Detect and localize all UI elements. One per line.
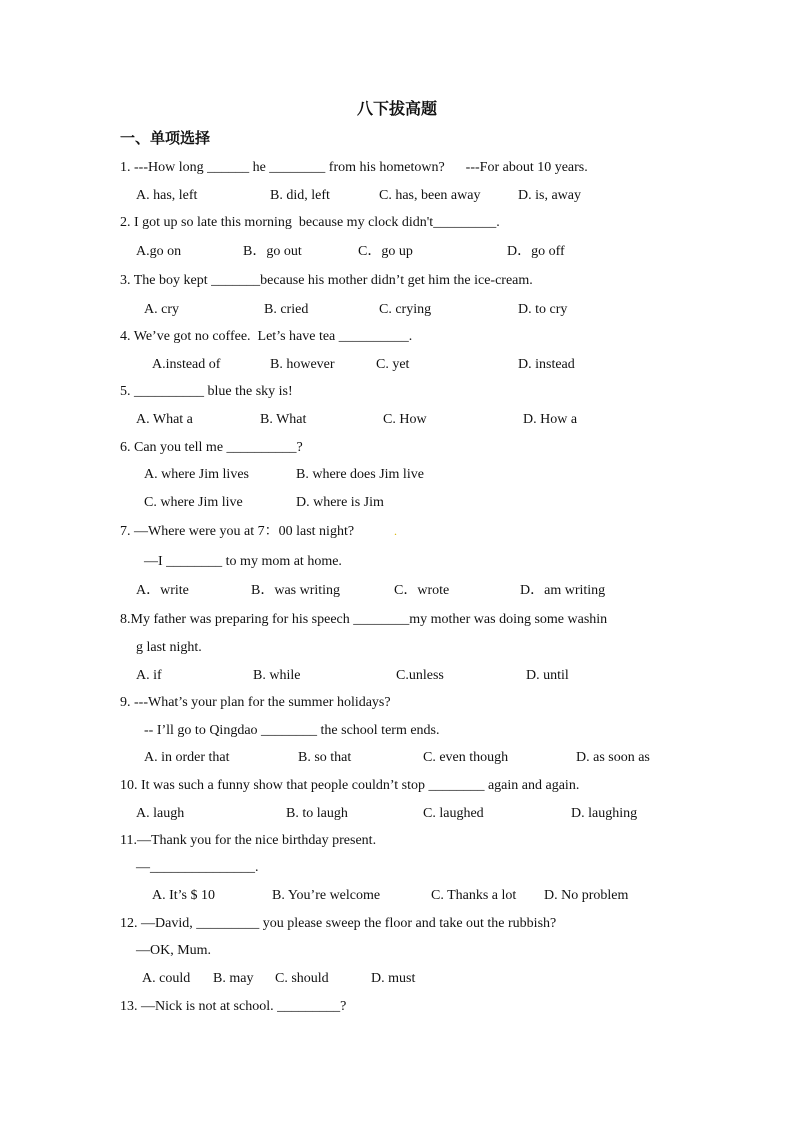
question-12-option-c: C. should <box>275 971 329 986</box>
question-4-option-d: D. instead <box>518 357 575 372</box>
question-13-stem: 13. —Nick is not at school. _________? <box>120 999 347 1014</box>
question-7-option-a: A．write <box>136 583 189 598</box>
question-6-option-d: D. where is Jim <box>296 495 384 510</box>
question-9-answer-line: -- I’ll go to Qingdao ________ the school term ends. <box>144 723 440 738</box>
question-4-option-b: B. however <box>270 357 335 372</box>
question-10-option-c: C. laughed <box>423 806 484 821</box>
question-8-option-c: C.unless <box>396 668 444 683</box>
stray-mark-dot: . <box>394 524 397 538</box>
question-11-option-b: B. You’re welcome <box>272 888 381 903</box>
question-11-option-d: D. No problem <box>544 888 629 903</box>
question-6-option-c: C. where Jim live <box>144 495 243 510</box>
question-7-option-b: B．was writing <box>251 583 341 598</box>
question-7-stem: 7. —Where were you at 7：00 last night? <box>120 524 355 539</box>
question-2-option-a: A.go on <box>136 244 182 259</box>
question-11-stem: 11.—Thank you for the nice birthday present. <box>120 833 377 848</box>
section-title: 一、单项选择 <box>120 129 211 147</box>
question-10-stem: 10. It was such a funny show that people couldn’t stop ________ again and again. <box>120 778 580 793</box>
question-8-option-a: A. if <box>136 668 162 683</box>
question-12-option-b: B. may <box>213 971 254 986</box>
question-12-option-a: A. could <box>142 971 191 986</box>
question-12-option-d: D. must <box>371 971 416 986</box>
question-10-option-b: B. to laugh <box>286 806 348 821</box>
question-7-option-d: D．am writing <box>520 583 606 598</box>
question-3-option-b: B. cried <box>264 302 309 317</box>
question-4-stem: 4. We’ve got no coffee. Let’s have tea __________. <box>120 329 413 344</box>
question-5-stem: 5. __________ blue the sky is! <box>120 384 293 399</box>
question-11-option-c: C. Thanks a lot <box>431 888 517 903</box>
question-5-option-d: D. How a <box>523 412 578 427</box>
question-4-option-c: C. yet <box>376 357 410 372</box>
question-7-option-c: C．wrote <box>394 583 450 598</box>
question-9-option-c: C. even though <box>423 750 509 765</box>
question-6-stem: 6. Can you tell me __________? <box>120 440 303 455</box>
question-3-option-c: C. crying <box>379 302 432 317</box>
question-8-stem-line-2: g last night. <box>136 640 202 655</box>
question-10-option-a: A. laugh <box>136 806 185 821</box>
question-5-option-b: B. What <box>260 412 307 427</box>
question-6-option-a: A. where Jim lives <box>144 467 249 482</box>
question-2-option-c: C．go up <box>358 244 413 259</box>
question-1-option-c: C. has, been away <box>379 188 481 203</box>
question-12-stem: 12. —David, _________ you please sweep the floor and take out the rubbish? <box>120 916 557 931</box>
question-1-option-a: A. has, left <box>136 188 198 203</box>
page-title: 八下拔高题 <box>356 99 437 118</box>
question-9-stem: 9. ---What’s your plan for the summer holidays? <box>120 695 391 710</box>
question-9-option-b: B. so that <box>298 750 352 765</box>
question-1-stem: 1. ---How long ______ he ________ from his hometown? ---For about 10 years. <box>120 160 588 175</box>
question-10-option-d: D. laughing <box>571 806 638 821</box>
question-11-answer-line: —_______________. <box>136 860 259 875</box>
question-3-option-d: D. to cry <box>518 302 568 317</box>
question-9-option-a: A. in order that <box>144 750 230 765</box>
question-3-option-a: A. cry <box>144 302 179 317</box>
question-2-option-b: B．go out <box>243 244 302 259</box>
question-2-option-d: D．go off <box>507 244 565 259</box>
question-12-answer-line: —OK, Mum. <box>136 943 212 958</box>
question-5-option-a: A. What a <box>136 412 193 427</box>
question-8-stem-line-1: 8.My father was preparing for his speech ________my mother was doing some washin <box>120 612 608 627</box>
question-8-option-b: B. while <box>253 668 301 683</box>
question-7-answer-line: —I ________ to my mom at home. <box>144 554 342 569</box>
question-11-option-a: A. It’s $ 10 <box>152 888 215 903</box>
question-3-stem: 3. The boy kept _______because his mother didn’t get him the ice-cream. <box>120 273 533 288</box>
question-1-option-b: B. did, left <box>270 188 330 203</box>
question-5-option-c: C. How <box>383 412 427 427</box>
question-6-option-b: B. where does Jim live <box>296 467 424 482</box>
question-8-option-d: D. until <box>526 668 569 683</box>
question-1-option-d: D. is, away <box>518 188 581 203</box>
question-2-stem: 2. I got up so late this morning because my clock didn't_________. <box>120 215 500 230</box>
question-9-option-d: D. as soon as <box>576 750 650 765</box>
question-4-option-a: A.instead of <box>152 357 221 372</box>
